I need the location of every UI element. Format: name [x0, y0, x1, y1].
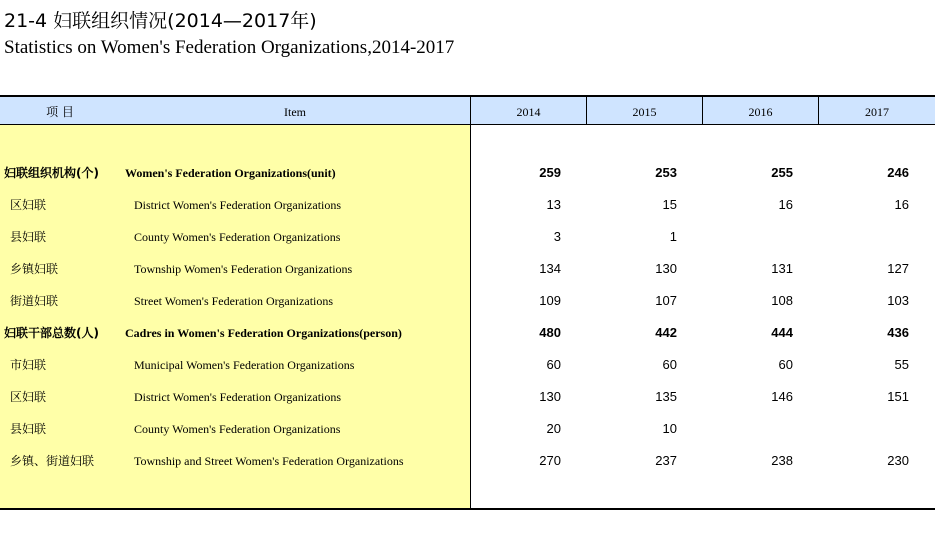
row-label-en: Women's Federation Organizations(unit)	[125, 166, 336, 180]
cell-2016: 60	[778, 357, 793, 372]
table-row	[0, 451, 935, 471]
row-label-cn: 妇联组织机构(个)	[4, 166, 99, 180]
cell-2014: 270	[539, 453, 561, 468]
cell-2014: 60	[546, 357, 561, 372]
cell-2016: 131	[771, 261, 793, 276]
header-year-2016: 2016	[702, 97, 818, 125]
table-row	[0, 355, 935, 375]
row-label-cn: 街道妇联	[10, 294, 59, 308]
cell-2014: 13	[546, 197, 561, 212]
table-row	[0, 195, 935, 215]
row-label-cn: 区妇联	[10, 390, 47, 404]
header-year-2014: 2014	[470, 97, 586, 125]
cell-2015: 1	[669, 229, 677, 244]
row-label-cn: 县妇联	[10, 230, 47, 244]
row-label-en: County Women's Federation Organizations	[134, 422, 341, 436]
cell-2014: 259	[539, 165, 561, 180]
cell-2017: 103	[887, 293, 909, 308]
cell-2016: 255	[771, 165, 793, 180]
cell-2015: 60	[662, 357, 677, 372]
cell-2015: 15	[662, 197, 677, 212]
row-label-cn: 妇联干部总数(人)	[4, 326, 99, 340]
cell-2015: 237	[655, 453, 677, 468]
cell-2015: 253	[655, 165, 677, 180]
header-year-2017: 2017	[818, 97, 935, 125]
row-label-en: Township and Street Women's Federation Organizations	[134, 454, 404, 468]
cell-2014: 480	[539, 325, 561, 340]
row-label-en: District Women's Federation Organizations	[134, 390, 342, 404]
table-row	[0, 163, 935, 183]
cell-2014: 3	[553, 229, 561, 244]
cell-2016: 444	[771, 325, 793, 340]
row-label-en: County Women's Federation Organizations	[134, 230, 341, 244]
cell-2017: 151	[887, 389, 909, 404]
cell-2017: 127	[887, 261, 909, 276]
cell-2017: 55	[894, 357, 909, 372]
table-title-english: Statistics on Women's Federation Organizations,2014-2017	[4, 37, 455, 58]
cell-2015: 442	[655, 325, 677, 340]
table-title-chinese: 21-4 妇联组织情况(2014—2017年)	[4, 10, 317, 32]
table-row	[0, 227, 935, 247]
cell-2014: 130	[539, 389, 561, 404]
cell-2016: 238	[771, 453, 793, 468]
row-label-cn: 县妇联	[10, 422, 47, 436]
cell-2016: 108	[771, 293, 793, 308]
row-label-en: Municipal Women's Federation Organizations	[134, 358, 355, 372]
row-label-en: District Women's Federation Organizations	[134, 198, 342, 212]
cell-2017: 246	[887, 165, 909, 180]
table-bottom-border	[0, 508, 935, 510]
row-label-en: Township Women's Federation Organizations	[134, 262, 353, 276]
cell-2016: 146	[771, 389, 793, 404]
cell-2017: 230	[887, 453, 909, 468]
cell-2015: 135	[655, 389, 677, 404]
cell-2015: 107	[655, 293, 677, 308]
cell-2015: 10	[662, 421, 677, 436]
header-xiangmu: 项 目	[46, 105, 74, 119]
row-label-en: Street Women's Federation Organizations	[134, 294, 334, 308]
table-row	[0, 259, 935, 279]
table-header	[0, 95, 935, 125]
table-row	[0, 323, 935, 343]
row-label-cn: 市妇联	[10, 358, 47, 372]
cell-2016: 16	[778, 197, 793, 212]
row-label-cn: 乡镇、街道妇联	[10, 454, 95, 468]
table-row	[0, 419, 935, 439]
cell-2014: 20	[546, 421, 561, 436]
header-item: Item	[284, 105, 306, 119]
table-row	[0, 291, 935, 311]
cell-2014: 109	[539, 293, 561, 308]
table-row	[0, 387, 935, 407]
row-label-en: Cadres in Women's Federation Organizations(person)	[125, 326, 402, 340]
cell-2017: 436	[887, 325, 909, 340]
cell-2014: 134	[539, 261, 561, 276]
cell-2015: 130	[655, 261, 677, 276]
header-year-2015: 2015	[586, 97, 702, 125]
row-label-cn: 区妇联	[10, 198, 47, 212]
statistics-table	[0, 95, 935, 510]
cell-2017: 16	[894, 197, 909, 212]
row-label-cn: 乡镇妇联	[10, 262, 59, 276]
